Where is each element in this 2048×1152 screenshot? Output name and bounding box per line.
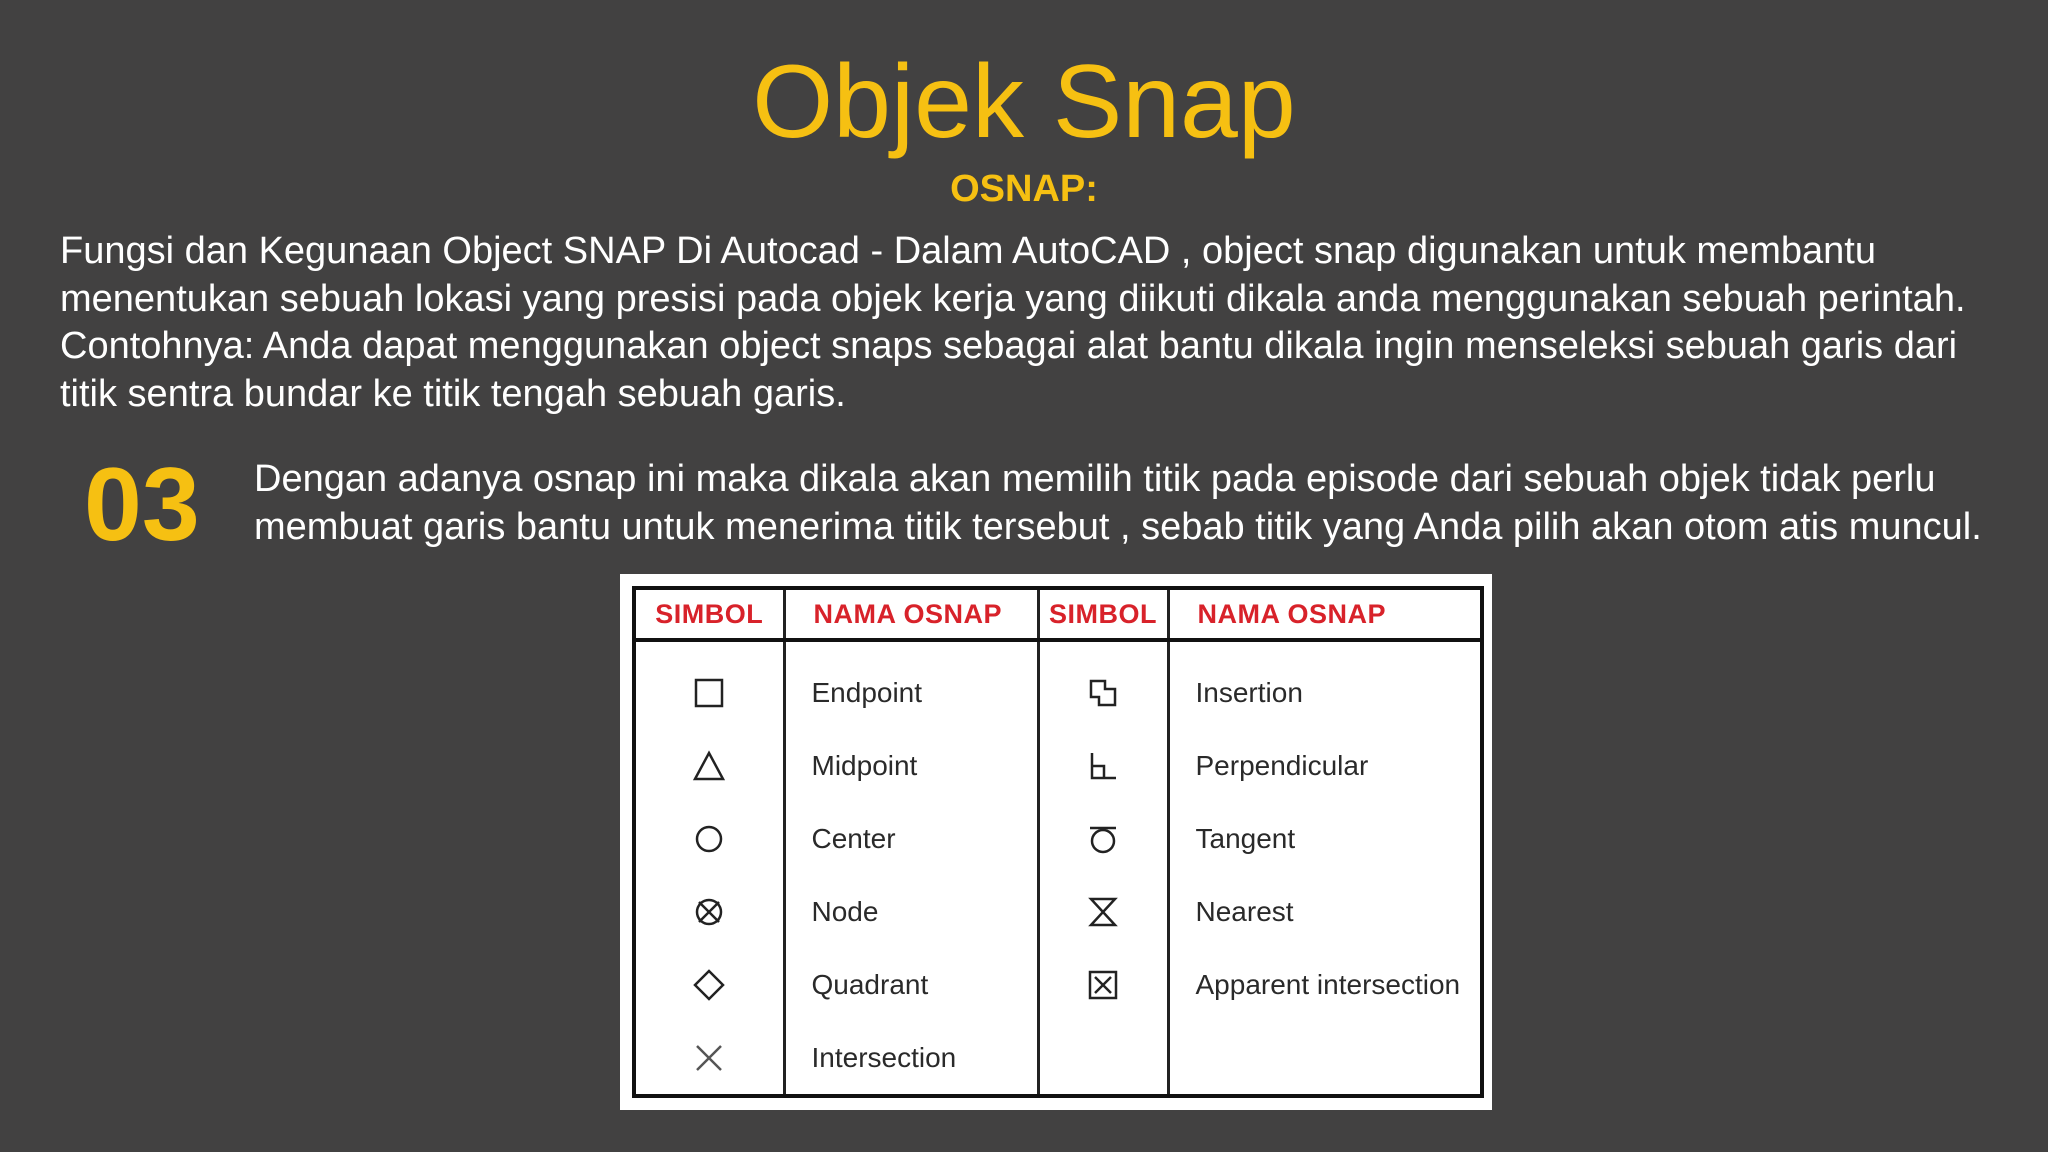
- symbol-cell: [1038, 802, 1168, 875]
- symbol-cell: [1038, 948, 1168, 1021]
- osnap-name: Quadrant: [784, 948, 1038, 1021]
- table-row: [634, 948, 1482, 1021]
- section-number: 03: [84, 447, 200, 563]
- header-symbol-1: SIMBOL: [634, 588, 784, 640]
- tangent-icon: [1087, 823, 1119, 855]
- table-row: [634, 875, 1482, 948]
- osnap-name: Insertion: [1168, 640, 1482, 729]
- center-circle-icon: [693, 823, 725, 855]
- intro-paragraph: Fungsi dan Kegunaan Object SNAP Di Autocad - Dalam AutoCAD , object snap digunakan untuk membantu menentukan sebuah lokasi yang presisi pada objek kerja yang diikuti dikala anda menggunakan sebuah perintah. Contohnya: Anda dapat menggunakan object snaps sebagai alat bantu dikala ingin menseleksi sebuah garis dari titik sentra bundar ke titik tengah sebuah garis.: [60, 230, 1966, 415]
- symbol-cell: [634, 640, 784, 729]
- osnap-table-image: [620, 574, 1492, 1110]
- osnap-name: Apparent intersection: [1168, 948, 1482, 1021]
- perpendicular-icon: [1087, 750, 1119, 782]
- node-icon: [693, 896, 725, 928]
- osnap-table: [632, 586, 1484, 1098]
- insertion-icon: [1087, 677, 1119, 709]
- osnap-name: Endpoint: [784, 640, 1038, 729]
- intersection-x-icon: [693, 1042, 725, 1074]
- table-row: [634, 1021, 1482, 1096]
- header-name-1: NAMA OSNAP: [784, 588, 1038, 640]
- osnap-name: Center: [784, 802, 1038, 875]
- symbol-cell: [634, 875, 784, 948]
- table-row: [634, 640, 1482, 729]
- apparent-intersection-icon: [1087, 969, 1119, 1001]
- symbol-cell: [1038, 875, 1168, 948]
- symbol-cell: [1038, 1021, 1168, 1096]
- symbol-cell: [634, 729, 784, 802]
- midpoint-triangle-icon: [692, 750, 726, 782]
- detail-paragraph: Dengan adanya osnap ini maka dikala akan memilih titik pada episode dari sebuah objek tidak perlu membuat garis bantu untuk menerima titik tersebut , sebab titik yang Anda pilih akan otom atis muncul.: [254, 458, 1982, 548]
- symbol-cell: [634, 948, 784, 1021]
- osnap-name: Nearest: [1168, 875, 1482, 948]
- nearest-hourglass-icon: [1087, 896, 1119, 928]
- endpoint-square-icon: [693, 677, 725, 709]
- quadrant-diamond-icon: [692, 968, 726, 1002]
- symbol-cell: [1038, 729, 1168, 802]
- table-header-row: [634, 588, 1482, 640]
- osnap-name: Midpoint: [784, 729, 1038, 802]
- table-row: [634, 802, 1482, 875]
- osnap-name: Tangent: [1168, 802, 1482, 875]
- header-name-2: NAMA OSNAP: [1168, 588, 1482, 640]
- symbol-cell: [1038, 640, 1168, 729]
- symbol-cell: [634, 802, 784, 875]
- table-row: [634, 729, 1482, 802]
- osnap-name: Perpendicular: [1168, 729, 1482, 802]
- osnap-name: Node: [784, 875, 1038, 948]
- symbol-cell: [634, 1021, 784, 1096]
- header-symbol-2: SIMBOL: [1038, 588, 1168, 640]
- page-title: Objek Snap: [752, 44, 1296, 160]
- page-subtitle: OSNAP:: [950, 168, 1098, 210]
- osnap-name: [1168, 1021, 1482, 1096]
- osnap-name: Intersection: [784, 1021, 1038, 1096]
